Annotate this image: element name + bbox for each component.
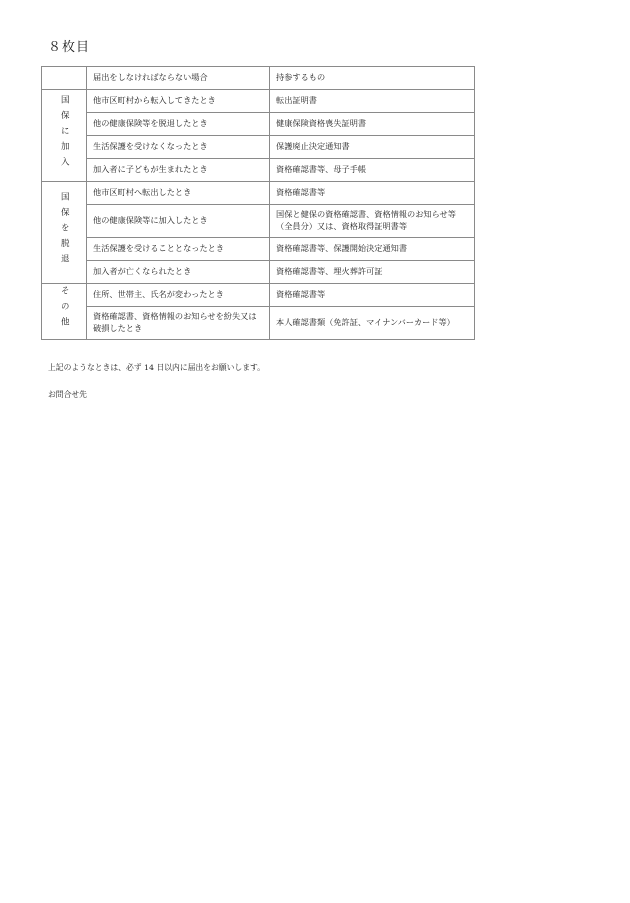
contact-label: お問合せ先 <box>48 390 87 399</box>
table-row <box>42 136 475 159</box>
situation-cell: 他の健康保険等を脱退したとき <box>87 113 270 136</box>
page-heading: ８枚目 <box>48 40 91 55</box>
items-cell: 国保と健保の資格確認書、資格情報のお知らせ等（全員分）又は、資格取得証明書等 <box>270 205 475 238</box>
category-label-withdraw: 国保を脱退 <box>59 191 70 270</box>
category-cell-other <box>42 283 87 339</box>
table-row <box>42 90 475 113</box>
header-items: 持参するもの <box>270 67 475 90</box>
situation-cell: 他市区町村から転入してきたとき <box>87 90 270 113</box>
situation-cell: 加入者が亡くなられたとき <box>87 260 270 283</box>
category-cell-withdraw <box>42 182 87 284</box>
header-situation: 届出をしなければならない場合 <box>87 67 270 90</box>
items-cell: 保護廃止決定通知書 <box>270 136 475 159</box>
situation-cell: 生活保護を受けることとなったとき <box>87 237 270 260</box>
items-cell: 資格確認書等、保護開始決定通知書 <box>270 237 475 260</box>
category-label-other: その他 <box>59 285 70 333</box>
table-row <box>42 237 475 260</box>
items-cell: 健康保険資格喪失証明書 <box>270 113 475 136</box>
table-row <box>42 260 475 283</box>
situation-cell: 他市区町村へ転出したとき <box>87 182 270 205</box>
table-row <box>42 159 475 182</box>
table-row <box>42 113 475 136</box>
table-row <box>42 306 475 339</box>
category-cell-join <box>42 90 87 182</box>
situation-cell: 住所、世帯主、氏名が変わったとき <box>87 283 270 306</box>
items-cell: 資格確認書等 <box>270 182 475 205</box>
items-cell: 本人確認書類（免許証、マイナンバーカード等） <box>270 306 475 339</box>
items-cell: 資格確認書等、母子手帳 <box>270 159 475 182</box>
table-header-row <box>42 67 475 90</box>
situation-cell: 加入者に子どもが生まれたとき <box>87 159 270 182</box>
table-row <box>42 182 475 205</box>
header-empty-cell <box>42 67 87 90</box>
table-row <box>42 205 475 238</box>
items-cell: 資格確認書等、埋火葬許可証 <box>270 260 475 283</box>
situation-cell: 生活保護を受けなくなったとき <box>87 136 270 159</box>
items-cell: 資格確認書等 <box>270 283 475 306</box>
items-cell: 転出証明書 <box>270 90 475 113</box>
table-row <box>42 283 475 306</box>
deadline-note: 上記のようなときは、必ず 14 日以内に届出をお願いします。 <box>48 363 265 372</box>
procedure-table <box>41 66 475 340</box>
category-label-join: 国保に加入 <box>59 94 70 173</box>
situation-cell: 資格確認書、資格情報のお知らせを紛失又は破損したとき <box>87 306 270 339</box>
situation-cell: 他の健康保険等に加入したとき <box>87 205 270 238</box>
